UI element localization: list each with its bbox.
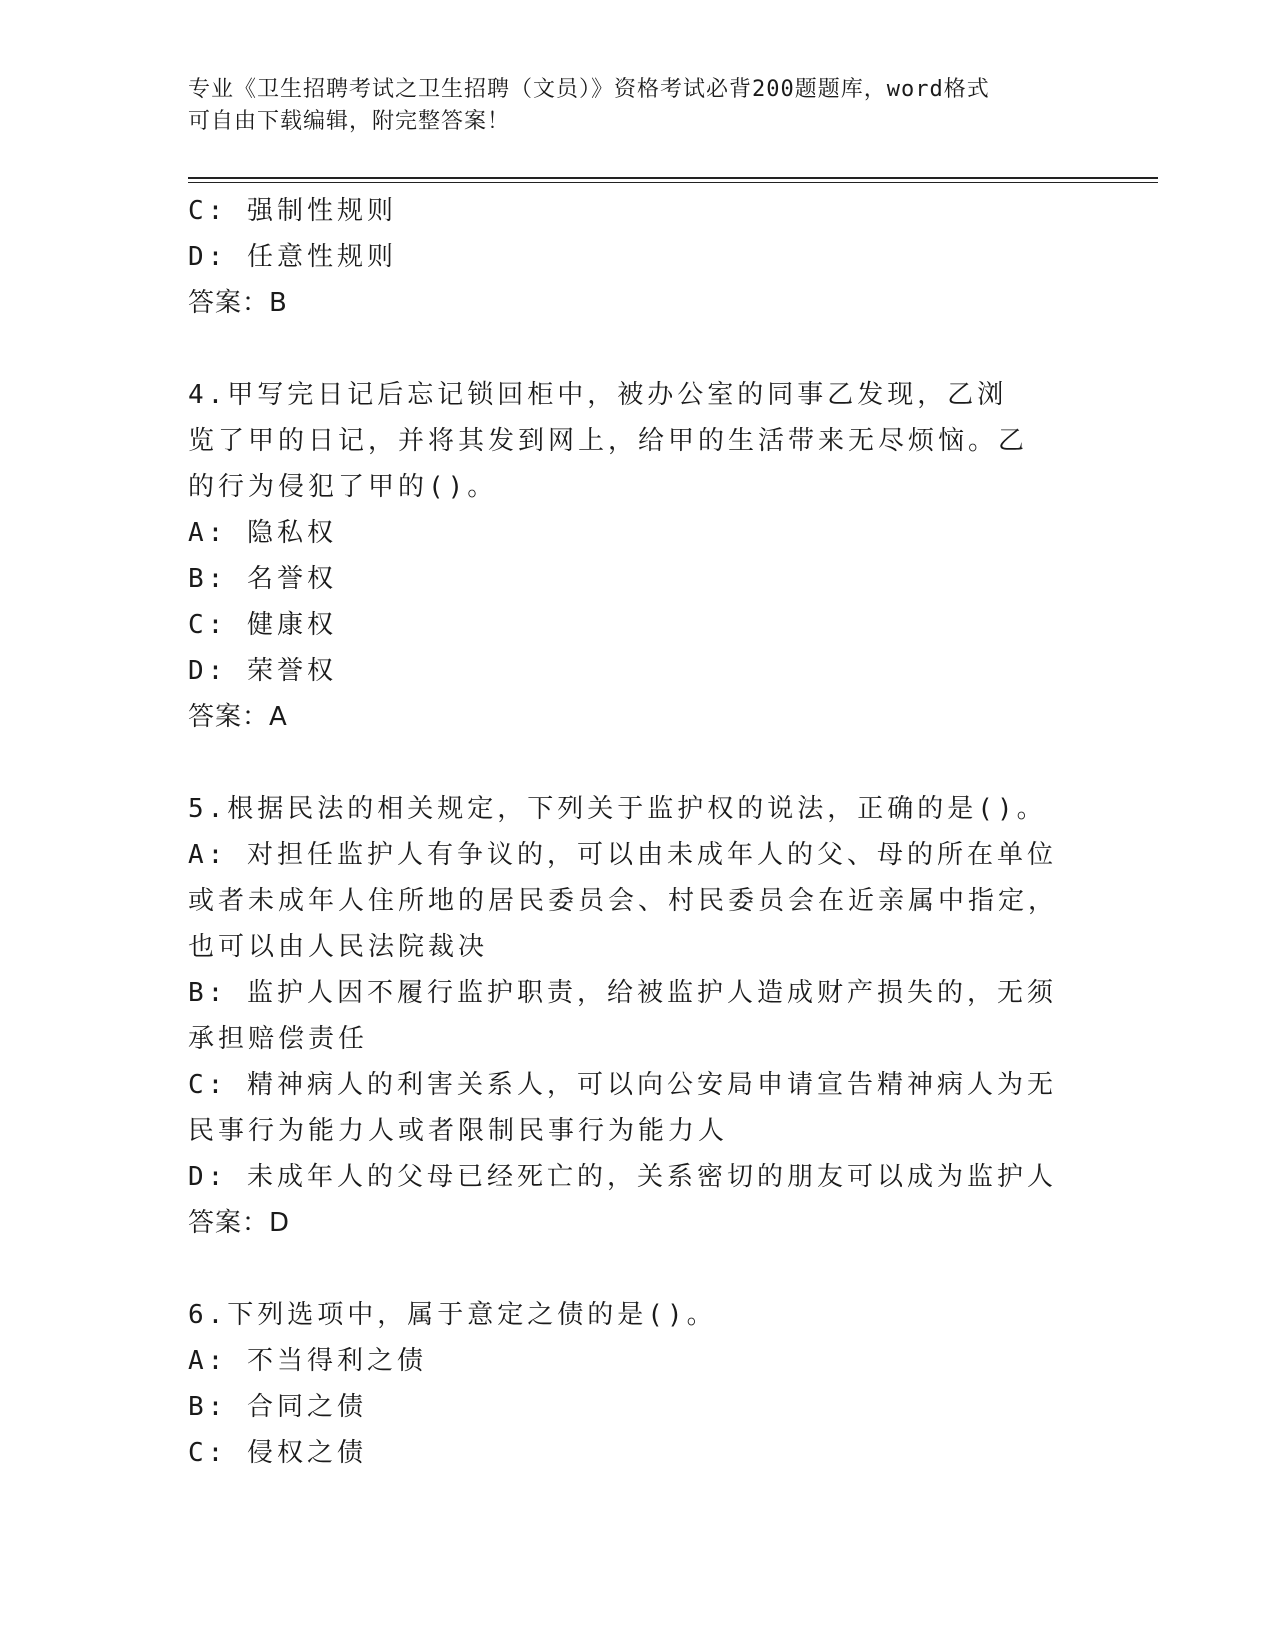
question-stem: 5.根据民法的相关规定，下列关于监护权的说法，正确的是()。	[188, 794, 1047, 824]
answer: 答案：A	[188, 702, 288, 732]
question-4	[188, 372, 1088, 740]
option-a: A: 对担任监护人有争议的，可以由未成年人的父、母的所在单位或者未成年人住所地的居民委员会、村民委员会在近亲属中指定，也可以由人民法院裁决	[188, 840, 1059, 962]
question-6	[188, 1292, 1088, 1476]
option-a: A: 不当得利之债	[188, 1346, 427, 1376]
option-a: A: 隐私权	[188, 518, 337, 548]
header-title-line-1: 专业《卫生招聘考试之卫生招聘（文员）》资格考试必背200题题库，word格式	[188, 77, 990, 102]
option-d: D: 未成年人的父母已经死亡的，关系密切的朋友可以成为监护人	[188, 1162, 1057, 1192]
spacer	[188, 326, 1088, 372]
spacer	[188, 740, 1088, 786]
question-3	[188, 188, 1088, 326]
header-rule-thin	[188, 182, 1158, 183]
document-header	[188, 74, 1068, 138]
header-rule-thick	[188, 177, 1158, 179]
option-c: C: 健康权	[188, 610, 337, 640]
question-list	[188, 188, 1088, 1476]
answer: 答案：B	[188, 288, 288, 318]
question-stem: 6.下列选项中，属于意定之债的是()。	[188, 1300, 717, 1330]
option-b: B: 监护人因不履行监护职责，给被监护人造成财产损失的，无须承担赔偿责任	[188, 978, 1057, 1054]
question-5	[188, 786, 1088, 1246]
spacer	[188, 1246, 1088, 1292]
option-c: C: 侵权之债	[188, 1438, 367, 1468]
option-b: B: 名誉权	[188, 564, 337, 594]
option-c: C: 精神病人的利害关系人，可以向公安局申请宣告精神病人为无民事行为能力人或者限制民事行为能力人	[188, 1070, 1057, 1146]
header-title-line-2: 可自由下载编辑，附完整答案！	[188, 109, 511, 134]
question-stem: 4.甲写完日记后忘记锁回柜中，被办公室的同事乙发现，乙浏览了甲的日记，并将其发到网上，给甲的生活带来无尽烦恼。乙的行为侵犯了甲的()。	[188, 380, 1029, 502]
option-d: D: 任意性规则	[188, 242, 397, 272]
option-d: D: 荣誉权	[188, 656, 337, 686]
option-b: B: 合同之债	[188, 1392, 367, 1422]
answer: 答案：D	[188, 1208, 291, 1238]
option-c: C: 强制性规则	[188, 196, 397, 226]
